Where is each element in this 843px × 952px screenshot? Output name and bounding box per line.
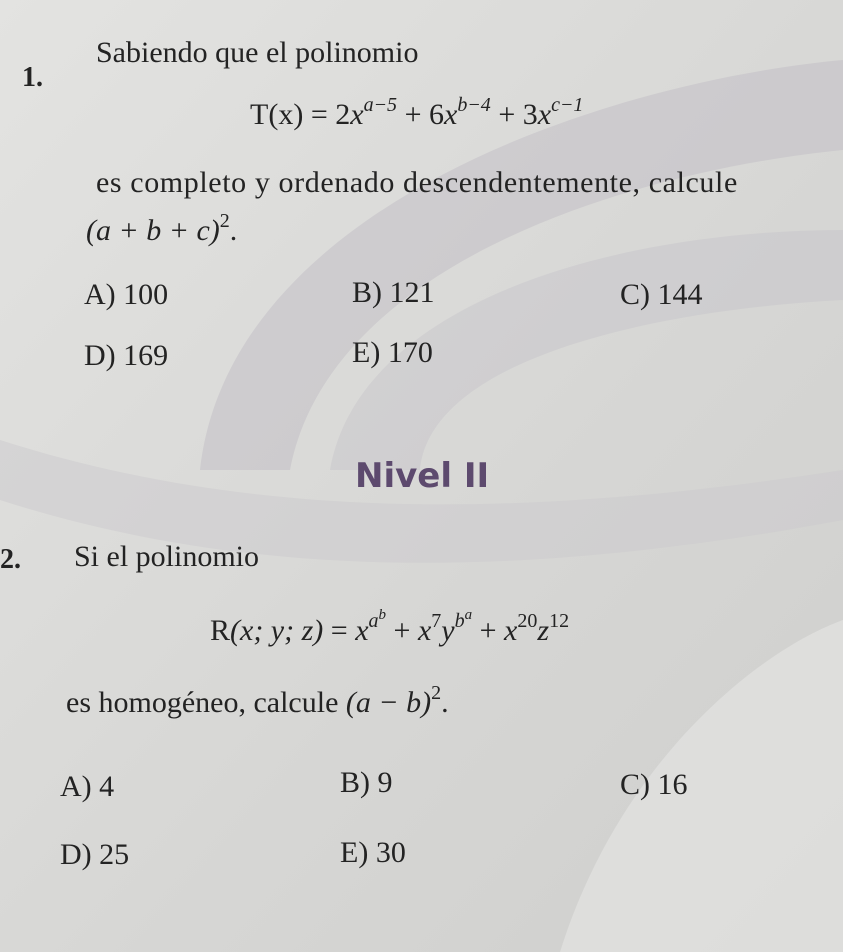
- problem-1-option-a[interactable]: A) 100: [84, 278, 169, 311]
- problem-2-option-e[interactable]: E) 30: [340, 836, 406, 869]
- problem-1-option-c[interactable]: C) 144: [620, 278, 703, 311]
- problem-1-number: 1.: [22, 62, 43, 93]
- problem-1-condition: es completo y ordenado descendentemente, calcule: [96, 166, 738, 199]
- problem-2-option-d[interactable]: D) 25: [60, 838, 130, 871]
- problem-1-intro: Sabiendo que el polinomio: [96, 36, 419, 69]
- problem-2-polynomial: R(x; y; $z) = x^{a^b} + x^7y^{b^a} + x^{20}z^{12}$: [210, 607, 570, 647]
- section-title: Nivel II: [355, 456, 490, 496]
- problem-2-option-a[interactable]: A) 4: [60, 770, 115, 803]
- poly-term: $x^7y^{b^a}$: [417, 607, 473, 647]
- poly-term: $3x^{c-1}$: [522, 94, 584, 131]
- problem-1-option-b[interactable]: B) 121: [352, 276, 435, 309]
- problem-2-intro: Si el polinomio: [74, 540, 260, 573]
- problem-1-target: $(a + b + c)^2$.: [86, 210, 238, 247]
- problem-2-condition: es homogéneo, calcule $(a - b)^2$.: [66, 682, 449, 719]
- poly-term: $x^{a^b}$: [355, 607, 387, 647]
- problem-1-option-d[interactable]: D) 169: [84, 339, 169, 372]
- problem-1-option-e[interactable]: E) 170: [352, 336, 433, 369]
- problem-2-option-c[interactable]: C) 16: [620, 768, 688, 801]
- poly-name: T: [250, 98, 269, 131]
- problem-2-number: 2.: [0, 544, 21, 575]
- poly-term: $6x^{b-4}$: [428, 94, 491, 131]
- problem-1-polynomial: $T(x) = 2x^{a-5} + 6x^{b-4} + 3x^{c-1}$: [250, 94, 584, 131]
- poly-term: $2x^{a-5}$: [335, 94, 398, 131]
- problem-2-option-b[interactable]: B) 9: [340, 766, 393, 799]
- poly-term: $x^{20}z^{12}$: [504, 610, 570, 647]
